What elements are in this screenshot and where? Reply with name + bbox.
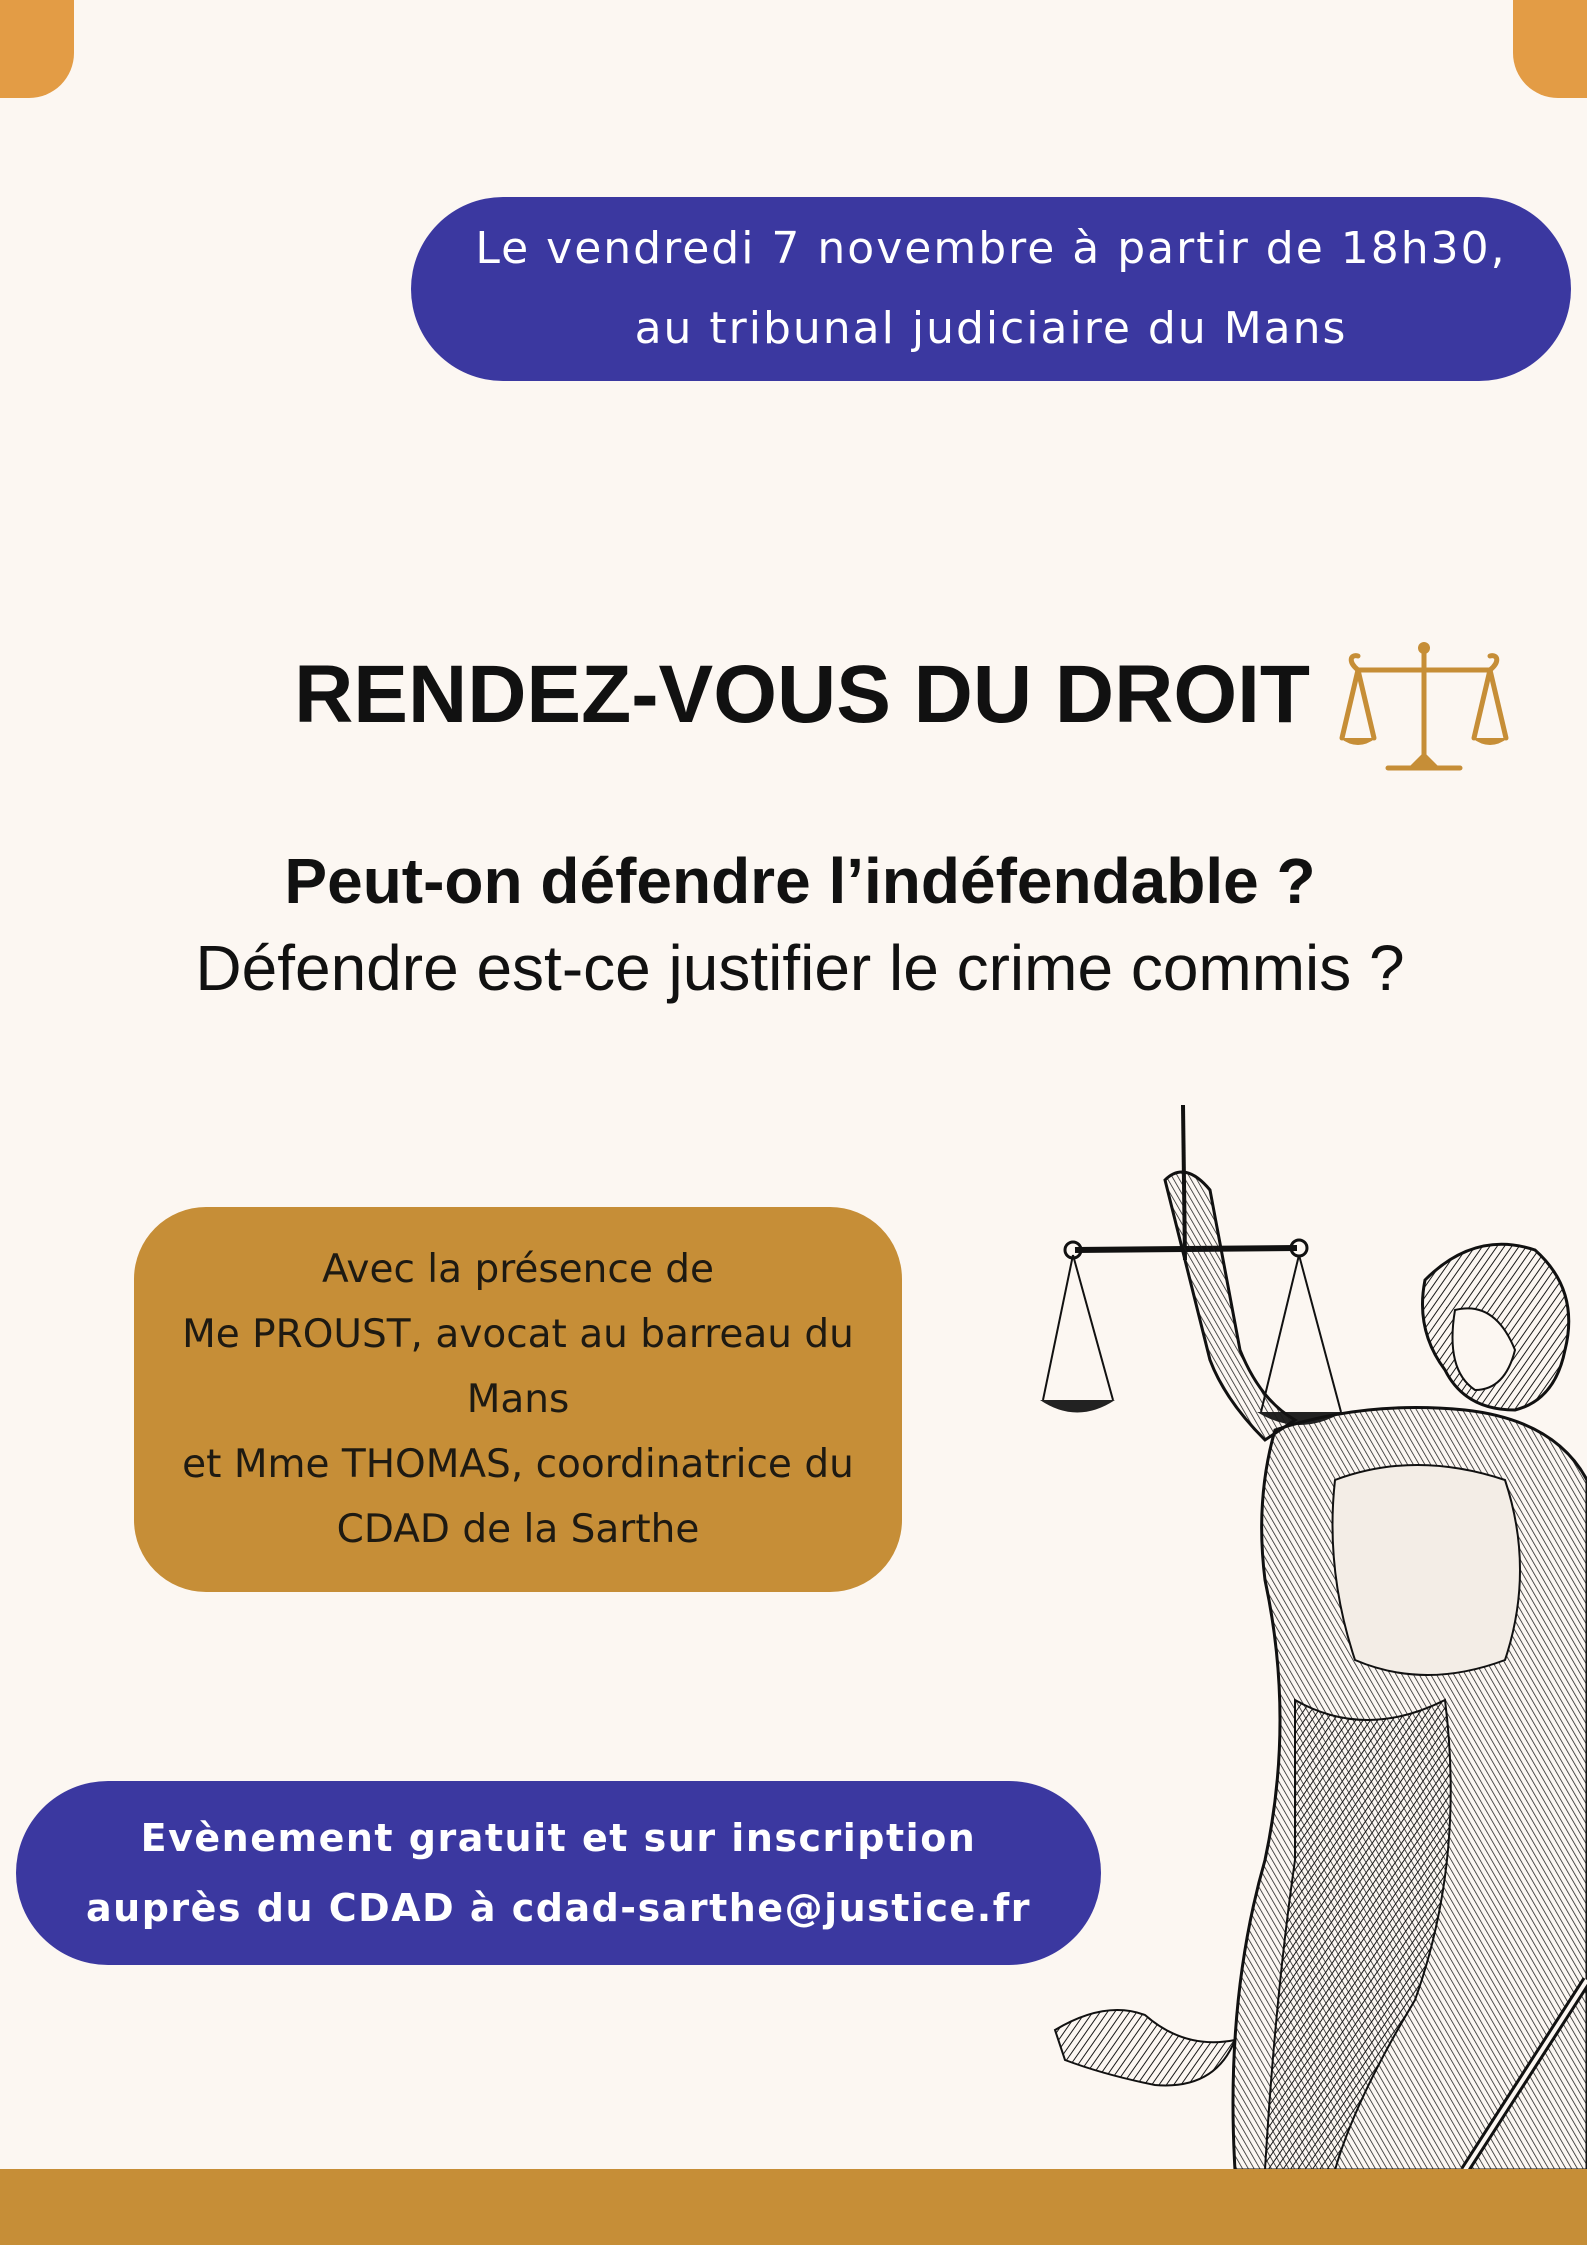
corner-decoration-right — [1513, 0, 1587, 98]
event-date-line: Le vendredi 7 novembre à partir de 18h30, — [475, 223, 1507, 274]
main-question: Peut-on défendre l’indéfendable ? — [284, 845, 1316, 917]
speakers-intro: Avec la présence de — [322, 1247, 714, 1292]
speaker-line: Mans — [466, 1377, 570, 1422]
lady-justice-illustration — [1035, 1100, 1587, 2170]
speaker-line: CDAD de la Sarthe — [336, 1507, 700, 1552]
page-title: RENDEZ-VOUS DU DROIT — [294, 649, 1310, 740]
event-location-line: au tribunal judiciaire du Mans — [634, 303, 1348, 354]
sub-question: Défendre est-ce justifier le crime commis ? — [195, 932, 1405, 1004]
scales-of-justice-icon — [1338, 640, 1510, 776]
event-date-banner — [411, 197, 1571, 381]
registration-line: Evènement gratuit et sur inscription — [140, 1816, 977, 1860]
speaker-line: et Mme THOMAS, coordinatrice du — [182, 1442, 854, 1487]
corner-decoration-left — [0, 0, 74, 98]
registration-banner — [16, 1781, 1101, 1965]
speaker-line: Me PROUST, avocat au barreau du — [182, 1312, 854, 1357]
registration-email-line: auprès du CDAD à cdad-sarthe@justice.fr — [86, 1886, 1031, 1930]
footer-bar — [0, 2169, 1587, 2245]
speakers-box — [134, 1207, 902, 1592]
